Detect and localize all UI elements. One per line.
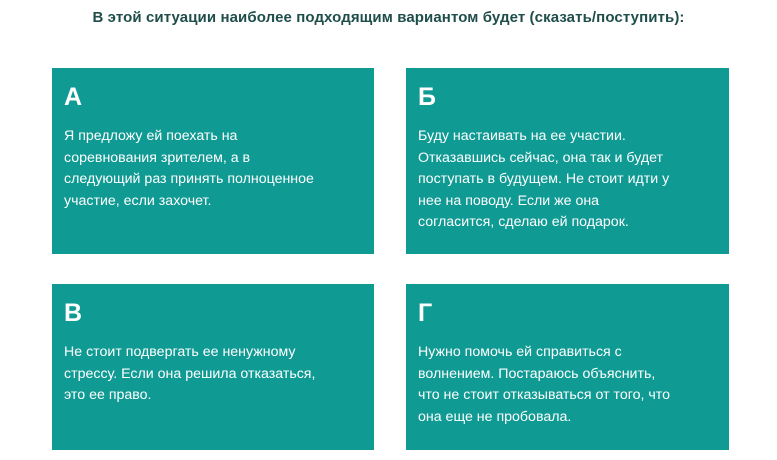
option-text: Буду настаивать на ее участии. Отказавшись сейчас, она так и будет поступать в будущем. Не стоит идти у нее на поводу. Если же она согласится, сделаю ей подарок. bbox=[418, 128, 670, 230]
option-text: Нужно помочь ей справиться с волнением. Постараюсь объяснить, что не стоит отказываться от того, что она еще не пробовала. bbox=[418, 344, 671, 425]
option-card-g[interactable] bbox=[406, 284, 729, 450]
option-card-a[interactable] bbox=[52, 68, 374, 254]
option-letter: Г bbox=[418, 299, 433, 327]
option-text: Не стоит подвергать ее ненужному стрессу. Если она решила отказаться, это ее право. bbox=[64, 344, 316, 403]
option-card-v[interactable] bbox=[52, 284, 374, 450]
option-letter: В bbox=[64, 299, 83, 327]
option-letter: А bbox=[64, 83, 83, 111]
option-card-b[interactable] bbox=[406, 68, 729, 254]
option-letter: Б bbox=[418, 83, 436, 111]
question-title: В этой ситуации наиболее подходящим вариантом будет (сказать/поступить): bbox=[92, 9, 685, 26]
option-text: Я предложу ей поехать на соревнования зрителем, а в следующий раз принять полноценное участие, если захочет. bbox=[64, 128, 314, 209]
